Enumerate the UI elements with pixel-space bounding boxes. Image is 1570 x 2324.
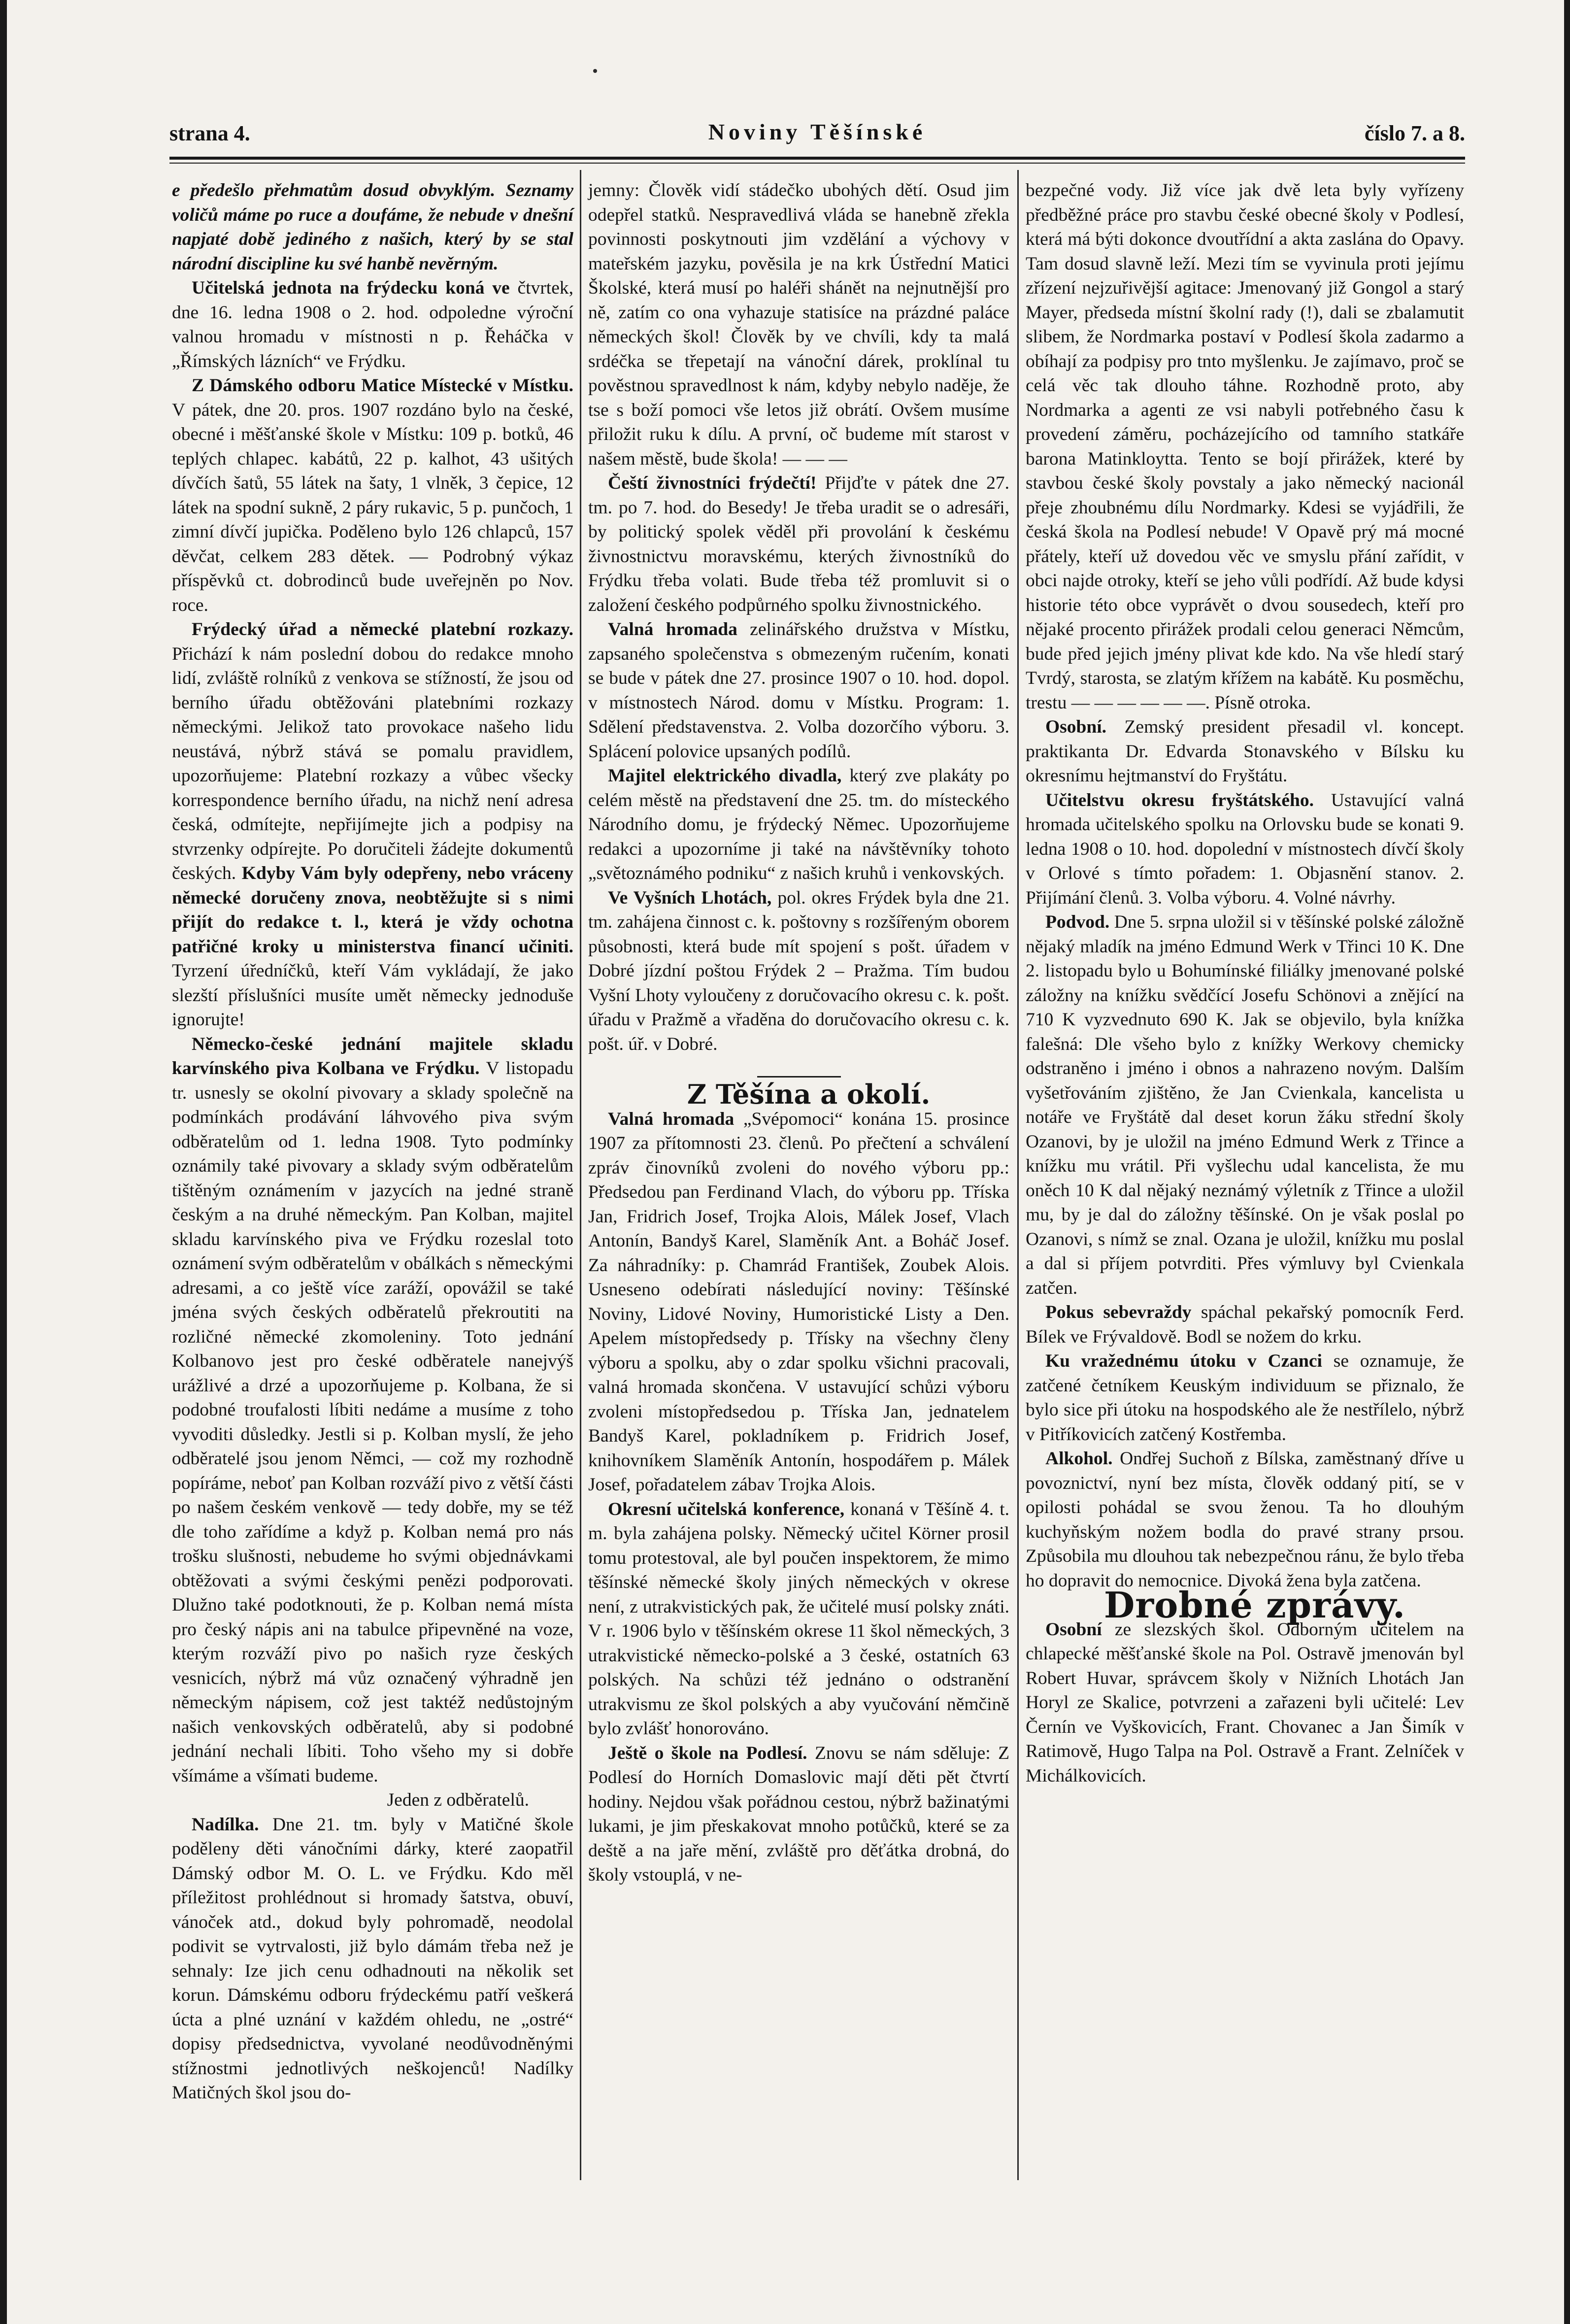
column-divider <box>1017 170 1019 2180</box>
article <box>1026 1349 1464 1447</box>
section-heading: Z Těšína a okolí. <box>687 1078 931 1110</box>
header-rule <box>169 157 1465 160</box>
column-3 <box>1026 178 1464 1788</box>
article-text: Přichází k nám poslední dobou do redakce mnoho lidí, zvláště rolníků z venkova se stížností, že jsou od berního úřadu obtěžováni platebními rozkazy německými. Jelikož tato provokace našeho lidu neustává, nýbrž stává se pomalu pravidlem, upozorňujeme: Platební rozkazy a vůbec všecky korrespondence berního úřadu, na nichž není adresa česká, odmítejte, nepřijímejte jich a podpisy na stvrzenky odpírejte. Po doručiteli žádejte dokumentů českých. <box>172 643 573 883</box>
article-text: zelinářského družstva v Místku, zapsaného společenstva s obmezeným ručením, konati se bude v pátek dne 27. prosince 1907 o 10. hod. dopol. v místnostech Národ. domu v Místku. Program: 1. Sdělení představenstva. 2. Volba dozorčího výboru. 3. Splácení polovice upsaných podílů. <box>588 619 1009 762</box>
article <box>1026 1300 1464 1349</box>
article <box>588 471 1009 617</box>
article-text: Znovu se nám sděluje: Z Podlesí do Horních Domaslovic mají děti pět čtvrtí hodiny. Nejdou však pořádnou cestou, nýbrž bažinatými lukami, je jim přeskakovat mnoho potůčků, které se za deště a na jaře mění, zvláště pro děťátka drobná, do školy vstouplá, v ne- <box>588 1743 1009 1885</box>
page-header <box>169 116 1465 150</box>
article <box>172 373 573 617</box>
column-divider <box>580 170 581 2180</box>
article-continuation: bezpečné vody. Již více jak dvě leta byly vyřízeny předběžné práce pro stavbu české obecné školy v Podlesí, která má býti dokonce dvoutřídní a akta zaslána do Opavy. Tam dosud slavně leží. Mezi tím se vyvinula proti jejímu zřízení nejzuřivější agitace: Jmenovaný již Gongol a starý Mayer, předseda místní školní rady (!), dali se zbalamutit slibem, že Nordmarka postaví v Podlesí škola zadarmo a obíhají za podpisy pro tnto myšlenku. Je zajímavo, proč se celá věc tak dlouho táhne. Rozhodně proto, aby Nordmarka a agenti ze vsi nabyli potřebného času k provedení záměru, pocházejícího od tamního statkáře barona Matinkloytta. Tento se bojí přirážek, které by stavbou české školy povstaly a jako německý nacionál přeje zhoubnému dílu Nordmarky. Kdesi se vyjádřili, že česká škola na Podlesí nebude! V Opavě prý má mocné přátely, kteří už dovedou věc ve smyslu přání zařídit, v obci najde otroky, kteří se jeho vůli podřídí. Až bude kdysi historie této obce vyprávět o dvou sousedech, kteří pro nějaké procento přirážek prodali celou generaci Němcům, bude před jejich jmény plivat kde kdo. Na vše hledí starý Tvrdý, starosta, se zlatým křížem na kabátě. Ku posměchu, trestu — — — — — —. Písně otroka. <box>1026 180 1464 713</box>
article-heading: Ku vražednému útoku v Czanci <box>1045 1351 1322 1371</box>
article-heading: Učitelstvu okresu fryštátského. <box>1045 790 1314 810</box>
article-text: Ustavující valná hromada učitelského spolku na Orlovsku bude se konati 9. ledna 1908 o 10. hod. dopolední v místnostech dívčí školy v Orlové s tímto pořadem: 1. Objasnění stanov. 2. Přijímání členů. 3. Volba výboru. 4. Volné návrhy. <box>1026 790 1464 908</box>
article-text: „Svépomoci“ konána 15. prosince 1907 za přítomnosti 23. členů. Po přečtení a schválení zpráv činovníků zvoleni do nového výboru pp.: Předsedou pan Ferdinand Vlach, do výboru pp. Tříska Jan, Fridrich Josef, Trojka Alois, Málek Josef, Vlach Antonín, Bandyš Karel, Slaměník Ant. a Boháč Josef. Za náhradníky: p. Chamrád František, Zoubek Alois. Usneseno odebírati následující noviny: Těšínské Noviny, Lidové Noviny, Humoristické Listy a Den. Apelem místopředsedy p. Třísky na všechny členy výboru a spolku, aby o zdar spolku všichni pracovali, valná hromada skončena. V ustavující schůzi výboru zvoleni místopředsedou p. Tříska Jan, jednatelem Bandyš Karel, pokladníkem p. Fridrich Josef, knihovníkem Slaměník Antonín, hospodářem p. Málek Josef, pořadatelem zábav Trojka Alois. <box>588 1109 1009 1495</box>
article-signature: Jeden z odběratelů. <box>387 1790 529 1810</box>
article <box>1026 1617 1464 1788</box>
article-text: Dne 5. srpna uložil si v těšínské polské záložně nějaký mladík na jméno Edmund Werk v Třinci 10 K. Dne 2. listopadu bylo u Bohumínské filiálky jmenované polské záložny na knížku svědčící Josefu Schönovi a znějící na 710 K vyzvednuto 690 K. Jak se objevilo, byla knížka falešná: Dle všeho bylo z knížky Werkovy chemicky odstraněno i jméno i obnos a nahrazeno novým. Dalším vyšetřováním zjištěno, že Jan Cvienkala, kancelista u notáře ve Fryštátě dal deset korun žáku střední školy Ozanovi, by je uložil na jméno Edmund Werk z Třince a knížku mu vrátil. Při vyšlechu udal kancelista, že mu oněch 10 K dal nějaký neznámý výletník z Třince a uložil mu, by je dal do záložny těšínské. On je však poslal po Ozanovi, s nímž se znal. Ozana je uložil, knížku mu poslal a dal si příjem potvrditi. Přes výmluvy byl Cvienkala zatčen. <box>1026 912 1464 1298</box>
article <box>172 276 573 373</box>
article-text: V listopadu tr. usnesly se okolní pivovary a sklady společně na podmínkách prodávání láhvového piva svým odběratelům od 1. ledna 1908. Tyto podmínky oznámily také pivovary a sklady svým odběratelům tištěným oznámením v jazycích na jedné straně českým a na druhé německým. Pan Kolban, majitel skladu karvínského piva ve Frýdku rozeslal toto oznámení svým odběratelům v obálkách s německými adresami, a co ještě více zaráží, opovážil se také jména svých českých odběratelů překroutiti na rozličné německé zkomoleniny. Toto jednání Kolbanovo jest pro české odběratele nanejvýš urážlivé a drzé a upozorňujeme p. Kolbana, že si podobné troufalosti líbiti nedáme a musíme z toho vyvoditi důsledky. Jestli si p. Kolban myslí, že jeho odběratelé jsou jenom Němci, — což my rozhodně popíráme, neboť pan Kolban rozváží pivo z větší části po našem českém venkově — tedy dobře, my se též dle toho zařídíme a když p. Kolban nemá pro nás trošku slušnosti, nebudeme ho svými objednávkami obtěžovati a svými českými penězi podporovati. Dlužno také podotknouti, že p. Kolban nemá místa pro český nápis ani na tabulce připevněné na voze, kterým rozváží pivo po našich ryze českých vesnicích, nýbrž má vůz označený výhradně jen německým nápisem, což jest taktéž nedůstojným našich venkovských odběratelů, aby si podobné jednání nechali líbiti. Toho všeho my si dobře všímáme a všímati budeme. <box>172 1058 574 1786</box>
article <box>172 1813 573 2105</box>
article <box>172 1032 573 1788</box>
article-text: spáchal pekařský pomocník Ferd. Bílek ve Frývaldově. Bodl se nožem do krku. <box>1026 1302 1465 1347</box>
issue-number: číslo 7. a 8. <box>1364 121 1465 145</box>
article <box>588 617 1009 764</box>
print-speck <box>593 69 597 73</box>
article <box>172 617 573 1032</box>
article-text: Zemský president přesadil vl. koncept. praktikanta Dr. Edvarda Stonavského v Bílsku ku okresnímu hejtmanství do Fryštátu. <box>1026 717 1465 786</box>
page-number: strana 4. <box>169 121 250 145</box>
article-heading: Německo-české jednání majitele skladu karvínského piva Kolbana ve Frýdku. <box>172 1034 573 1078</box>
article-text: V pátek, dne 20. pros. 1907 rozdáno bylo na české, obecné i měšťanské škole v Místku: 109 p. botků, 46 teplých chlapec. kabátů, 22 p. kalhot, 43 ušitých dívčích šatů, 55 látek na šaty, 1 vlněk, 3 čepice, 12 látek na spodní sukně, 2 páry rukavic, 5 p. punčoch, 1 zimní dívčí jupička. Poděleno bylo 126 chlapců, 157 děvčat, celkem 283 dětek. — Podrobný výkaz příspěvků ct. dobrodinců bude uveřejněn po Nov. roce. <box>172 400 573 615</box>
article-heading: Frýdecký úřad a německé platební rozkazy. <box>192 619 573 640</box>
article <box>588 886 1009 1057</box>
article-heading: Pokus sebevraždy <box>1045 1302 1192 1322</box>
article-heading: Čeští živnostníci frýdečtí! <box>608 473 817 493</box>
article-text-bold: Kdyby Vám byly odepřeny, nebo vráceny německé doručeny znova, neobtěžujte si s nimi přijít do redakce t. l., která je vždy ochotna patřičné kroky u ministerstva financí učiniti. <box>172 863 573 957</box>
article-heading: Valná hromada <box>608 1109 735 1129</box>
article-heading: Ještě o škole na Podlesí. <box>608 1743 807 1763</box>
article-text: Dne 21. tm. byly v Matičné škole poděleny děti vánočními dárky, které zaopatřil Dámský odbor M. O. L. ve Frýdku. Kdo měl příležitost prohlédnout si hromady šatstva, obuví, vánoček atd., dokud byly pohromadě, neodolal podivit se vytrvalosti, již bylo dámám třeba než je sehnaly: Ize jich cenu odhadnouti na několik set korun. Dámskému odboru frýdeckému patří veškerá úcta a plné uznání v každém ohledu, ne „ostré“ dopisy předsednictva, vyvolané neodůvodněnými stížnostmi jednotlivých neškojenců! Nadílky Matičných škol jsou do- <box>172 1814 573 2103</box>
article-ending: e předešlo přehmatům dosud obvyklým. Seznamy voličů máme po ruce a doufáme, že nebude v dnešní napjaté době jediného z našich, který by se stal národní discipline ku své hanbě nevěrným. <box>172 180 573 274</box>
article <box>588 1107 1009 1497</box>
article-text: který zve plakáty po celém městě na představení dne 25. tm. do místeckého Národního domu, je frýdecký Němec. Upozorňujeme redakci a upozorníme ji také na návštěvníky tohoto „světoznámého podniku“ z našich kruhů i venkovských. <box>588 766 1010 883</box>
article-text: konaná v Těšíně 4. t. m. byla zahájena polsky. Německý učitel Körner prosil tomu protestoval, ale byl poučen inspektorem, že mimo těšínské německé školy jiných německých v okrese není, z utrakvistických pak, že učitelé musí polsky znáti. V r. 1906 bylo v těšínském okrese 11 škol německých, 3 utrakvistické německo-polské a 3 české, ostatních 63 polských. Na schůzi též jednáno o odstranění utrakvismu ze škol polských a aby vyučování němčině bylo zvlášť honorováno. <box>588 1499 1009 1739</box>
article-text: ze slezských škol. Odborným učitelem na chlapecké měšťanské škole na Pol. Ostravě jmenován byl Robert Huvar, správcem školy v Nižních Lhotách Jan Horyl ze Skalice, potvrzeni a zařazeni byli učitelé: Lev Černín ve Vyškovicích, Frant. Chovanec a Jan Šimík v Ratimově, Hugo Talpa na Pol. Ostravě a Frant. Zelníček v Michálkovicích. <box>1026 1619 1464 1786</box>
article-heading: Okresní učitelská konference, <box>608 1499 845 1519</box>
article <box>588 764 1009 886</box>
article-text: čtvrtek, dne 16. ledna 1908 o 2. hod. odpoledne výroční valnou hromadu v místnosti n p. Řeháčka v „Římských lázních“ ve Frýdku. <box>172 278 573 371</box>
article-text: Ondřej Suchoň z Bílska, zaměstnaný dříve u povoznictví, nyní bez místa, člověk oddaný pití, se v opilosti pohádal se svou ženou. Ta ho dlouhým kuchyňským nožem bodla do pravé strany prsou. Způsobila mu dlouhou tak nebezpečnou ránu, že bylo třeba ho dopravit do nemocnice. Divoká žena byla zatčena. <box>1026 1448 1464 1591</box>
article-heading: Alkohol. <box>1045 1448 1113 1469</box>
article-text: se oznamuje, že zatčené četníkem Keuským individuum se přiznalo, že bylo sice při útoku na hospodského ale že nestřílelo, nýbrž v Pitříkovicích zatčený Kostřemba. <box>1026 1351 1464 1445</box>
article-heading: Učitelská jednota na frýdecku koná ve <box>192 278 510 298</box>
article-heading: Majitel elektrického divadla, <box>608 766 842 786</box>
article <box>588 1741 1009 1887</box>
article-continuation: jemny: Člověk vidí stádečko ubohých dětí. Osud jim odepřel statků. Nespravedlivá vláda se hanebně zřekla povinnosti poskytnouti jim vzdělání a výchovy v mateřském jazyku, pověsila je na krk Ústřední Matici Školské, která musí po haléři shánět na nejnutnější pro ně, zatím co ona vyhazuje statisíce na prázdné paláce německých škol! Člověk by ve chvíli, kdy ta malá srdéčka se třepetají na vánoční dárek, proklínal tu pověstnou spravedlnost k nám, kdyby nebylo naděje, že tse s boží pomoci vše letos již obrátí. Ovšem musíme přiložit ruku k dílu. A první, oč budeme mít starost v našem městě, bude škola! — — — <box>588 180 1009 469</box>
article <box>1026 788 1464 910</box>
article-heading: Nadílka. <box>192 1814 259 1835</box>
article <box>1026 910 1464 1300</box>
article-heading: Ve Vyšních Lhotách, <box>608 887 772 908</box>
article-heading: Osobní. <box>1045 717 1107 737</box>
article <box>588 1497 1009 1741</box>
newspaper-title: Noviny Těšínské <box>708 119 927 144</box>
article <box>1026 1447 1464 1593</box>
section-heading: Drobné zprávy. <box>1103 1584 1406 1626</box>
column-1 <box>172 178 573 2105</box>
article-heading: Z Dámského odboru Matice Místecké v Místku. <box>192 375 573 396</box>
article-text: Tyrzení úředníčků, kteří Vám vykládají, že jako slezští příslušníci musíte umět německy jednoduše ignorujte! <box>172 961 573 1030</box>
article-text: Přijďte v pátek dne 27. tm. po 7. hod. do Besedy! Je třeba uradit se o adresáři, by politický spolek věděl při provolání k českému živnostnictvu moravskému, kterých živnostníků do Frýdku třeba volati. Bude třeba též promluvit si o založení českého podpůrného spolku živnostnického. <box>588 473 1010 615</box>
column-2 <box>588 178 1009 1887</box>
article-heading: Valná hromada <box>608 619 737 640</box>
section-rule <box>757 1076 841 1078</box>
article-text: pol. okres Frýdek byla dne 21. tm. zahájena činnost c. k. poštovny s rozšířeným oborem působnosti, která bude mít spojení s pošt. úřadem v Dobré jízdní poštou Frýdek 2 – Pražma. Tím budou Vyšní Lhoty vyloučeny z doručovacího okresu c. k. pošt. úřadu v Pražmě a vřaděna do doručovacího okresu c. k. pošt. úř. v Dobré. <box>588 887 1010 1054</box>
article-heading: Osobní <box>1045 1619 1102 1640</box>
article <box>1026 715 1464 788</box>
article-heading: Podvod. <box>1045 912 1110 932</box>
header-rule-thin <box>169 163 1465 164</box>
